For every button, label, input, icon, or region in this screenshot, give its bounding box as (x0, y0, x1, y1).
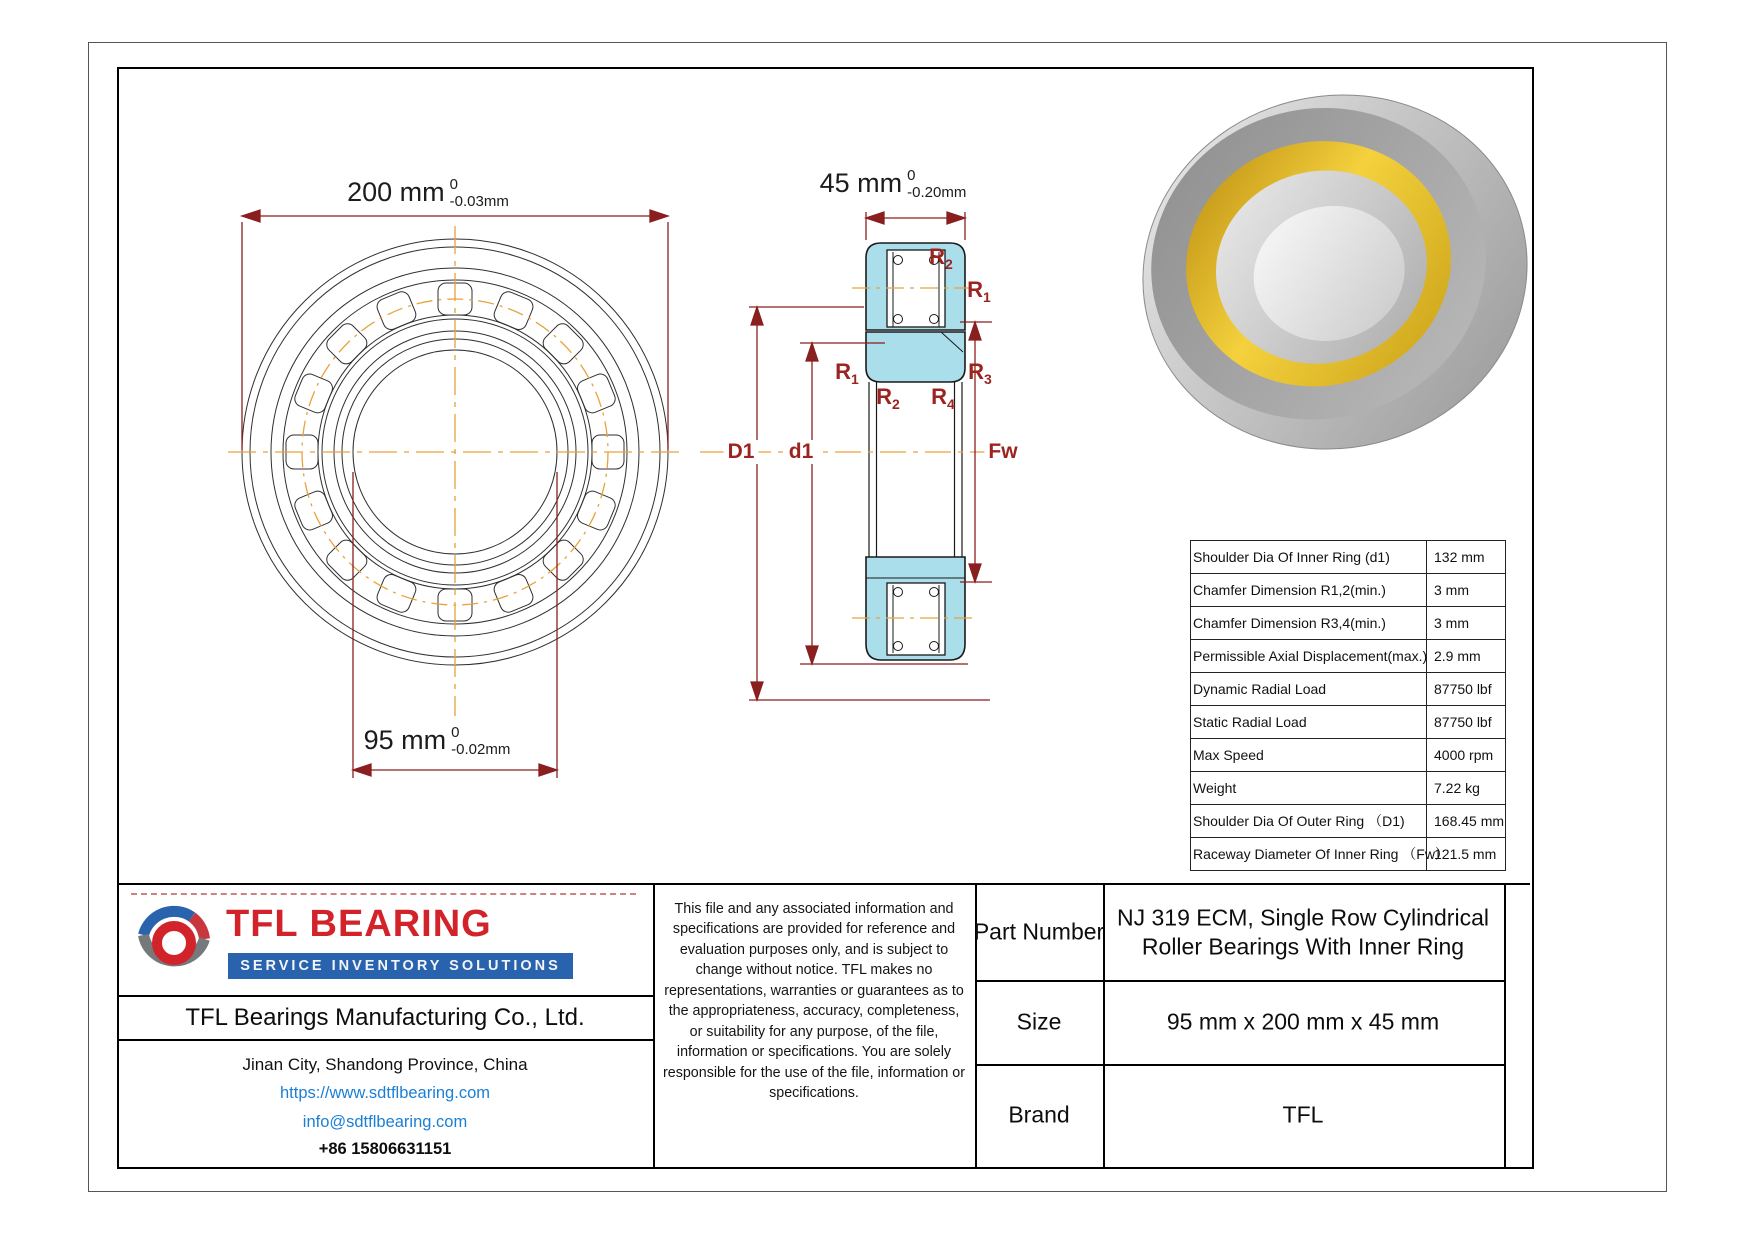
spec-label: Shoulder Dia Of Inner Ring (d1) (1191, 541, 1427, 574)
spec-value: 121.5 mm (1427, 838, 1506, 871)
spec-value: 7.22 kg (1427, 772, 1506, 805)
label-r3-mid-right: $R_3$ (968, 358, 992, 388)
spec-label: Chamfer Dimension R3,4(min.) (1191, 607, 1427, 640)
dim-width-tolerance: 0 -0.20mm (907, 167, 967, 201)
divider (975, 980, 1504, 982)
brand-label: Brand (1008, 1101, 1070, 1128)
brand-value: TFL (1282, 1101, 1324, 1128)
label-r2-mid: $R_2$ (876, 383, 900, 413)
company-name-row (117, 995, 653, 1041)
company-phone: +86 15806631151 (318, 1140, 452, 1158)
table-row (1191, 706, 1506, 739)
label-r1-top-right: $R_1$ (967, 276, 991, 306)
table-row (1191, 673, 1506, 706)
spec-label: Permissible Axial Displacement(max.) (1191, 640, 1427, 673)
label-Fw: Fw (984, 440, 1021, 464)
logo-title: TFL BEARING (226, 903, 492, 945)
spec-label: Shoulder Dia Of Outer Ring （D1) (1191, 805, 1427, 838)
company-address: Jinan City, Shandong Province, China (242, 1055, 528, 1074)
table-row (1191, 607, 1506, 640)
table-row (1191, 772, 1506, 805)
dim-width-value: 45 mm (819, 168, 903, 199)
spec-value: 3 mm (1427, 574, 1506, 607)
dim-bore-diameter (364, 723, 511, 759)
spec-label: Raceway Diameter Of Inner Ring （Fw） (1191, 838, 1427, 871)
company-contact (117, 1045, 653, 1158)
divider (653, 885, 655, 1167)
spec-value: 4000 rpm (1427, 739, 1506, 772)
spec-table (1190, 540, 1506, 871)
label-d1: d1 (785, 440, 818, 464)
dim-bore-value: 95 mm (363, 725, 447, 756)
spec-value: 3 mm (1427, 607, 1506, 640)
label-r4-mid: $R_4$ (931, 383, 955, 413)
dim-outer-diameter (347, 175, 509, 211)
dim-outer-value: 200 mm (347, 177, 445, 208)
disclaimer-text: This file and any associated information and specifications are provided for reference and evaluation purposes only, and is subject to change without notice. TFL makes no representations, warranties or guarantees as to the appropriateness, accuracy, completeness, or suitability for any purpose, of the file, information or specifications. You are solely responsible for the use of the file, information or specifications. (663, 901, 965, 1101)
company-website-link[interactable]: https://www.sdtflbearing.com (279, 1084, 490, 1102)
spec-label: Dynamic Radial Load (1191, 673, 1427, 706)
table-row (1191, 805, 1506, 838)
spec-label: Weight (1191, 772, 1427, 805)
part-number-value: NJ 319 ECM, Single Row Cylindrical Roller Bearings With Inner Ring (1117, 904, 1489, 959)
company-email-link[interactable]: info@sdtflbearing.com (302, 1112, 468, 1131)
spec-label: Max Speed (1191, 739, 1427, 772)
scan-dotted-line (131, 893, 636, 895)
bearing-3d-render (1105, 55, 1565, 490)
company-name: TFL Bearings Manufacturing Co., Ltd. (185, 1004, 585, 1031)
centerlines (228, 226, 682, 716)
divider (1504, 885, 1506, 1167)
spec-value: 87750 lbf (1427, 706, 1506, 739)
part-number-label: Part Number (973, 918, 1105, 945)
spec-value: 87750 lbf (1427, 673, 1506, 706)
table-row (1191, 739, 1506, 772)
spec-value: 168.45 mm (1427, 805, 1506, 838)
table-row (1191, 541, 1506, 574)
dim-bore-tolerance: 0 -0.02mm (451, 724, 511, 758)
title-block (117, 883, 1530, 1167)
front-view (228, 226, 682, 716)
company-logo (131, 901, 641, 989)
table-row (1191, 640, 1506, 673)
dim-width-lines (866, 212, 965, 240)
size-value: 95 mm x 200 mm x 45 mm (1166, 1008, 1440, 1035)
label-r1-mid-left: $R_1$ (835, 358, 859, 388)
dim-section-width (820, 166, 967, 202)
table-row (1191, 838, 1506, 871)
spec-value: 2.9 mm (1427, 640, 1506, 673)
size-label: Size (1016, 1008, 1062, 1035)
label-D1: D1 (724, 440, 759, 464)
logo-tagline: SERVICE INVENTORY SOLUTIONS (240, 958, 561, 974)
divider (975, 1064, 1504, 1066)
spec-value: 132 mm (1427, 541, 1506, 574)
spec-label: Static Radial Load (1191, 706, 1427, 739)
logo-mark-icon (131, 901, 217, 985)
table-row (1191, 574, 1506, 607)
dim-outer-tolerance: 0 -0.03mm (449, 176, 509, 210)
label-r2-top: $R_2$ (929, 243, 953, 273)
spec-label: Chamfer Dimension R1,2(min.) (1191, 574, 1427, 607)
logo-tagline-strip (228, 953, 573, 979)
